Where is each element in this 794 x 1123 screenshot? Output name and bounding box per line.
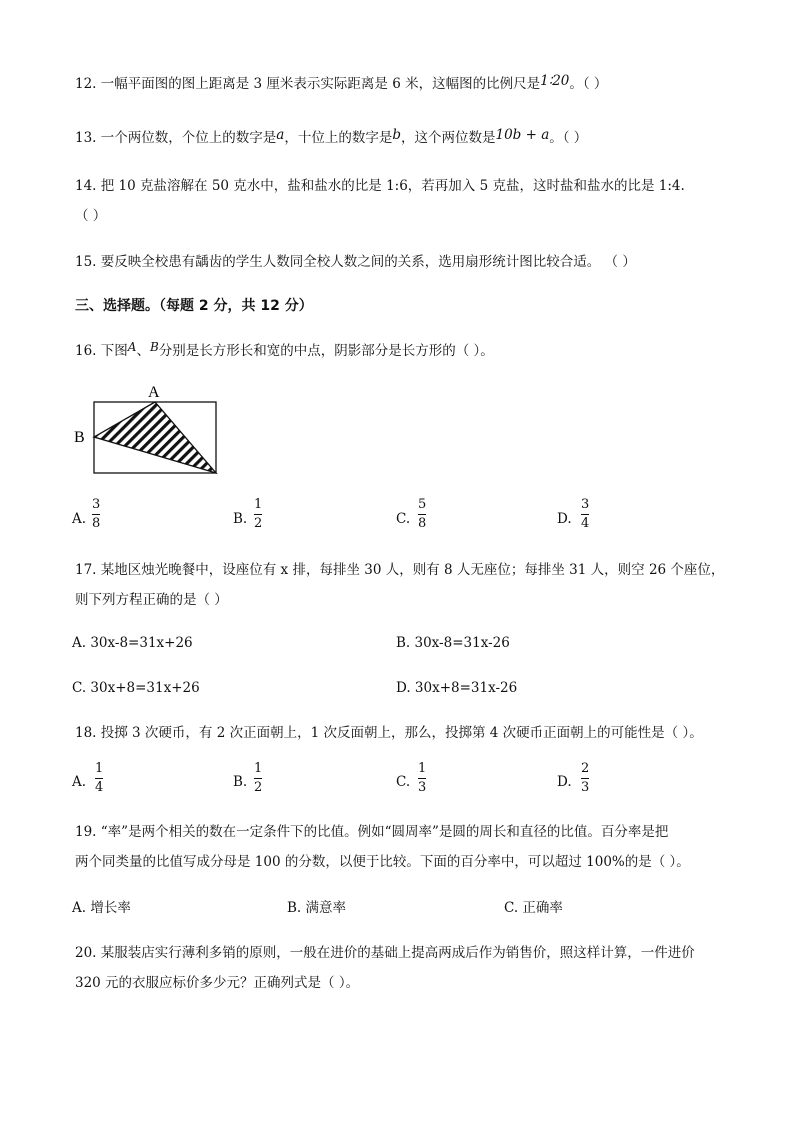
q13-answer-blank[interactable]: 。（ ） (549, 130, 588, 146)
q18-option-c[interactable]: C. (396, 774, 411, 790)
q13-part3: ，这个两位数是 (400, 130, 496, 146)
q16-point-a: A (127, 340, 137, 354)
question-19-line1: 19. “率”是两个相关的数在一定条件下的比值。例如“圆周率”是圆的周长和直径的比值。百分率是把 (75, 824, 669, 840)
q18-option-d-fraction: 2 3 (581, 761, 590, 795)
q17-option-c[interactable]: C. 30x+8=31x+26 (72, 680, 200, 696)
q13-part1: 13. 一个两位数，个位上的数字是 (75, 130, 277, 146)
q19-option-a[interactable]: A. 增长率 (72, 900, 131, 916)
q16-part3: 分别是长方形长和宽的中点，阴影部分是长方形的（ ）。 (158, 343, 494, 359)
q16-option-d[interactable]: D. (557, 511, 572, 527)
label-a: A (148, 384, 160, 401)
q19-option-b[interactable]: B. 满意率 (287, 900, 347, 916)
q13-var-b: b (392, 127, 401, 143)
q18-option-c-fraction: 1 3 (418, 761, 427, 795)
question-20-line2: 320 元的衣服应标价多少元？正确列式是（ ）。 (75, 975, 360, 991)
q13-part2: ，十位上的数字是 (284, 130, 393, 146)
q16-option-a[interactable]: A. (72, 511, 87, 527)
q16-option-d-fraction: 3 4 (581, 497, 590, 531)
question-19-line2: 两个同类量的比值写成分母是 100 的分数，以便于比较。下面的百分率中，可以超过 100%的是（ ）。 (75, 854, 690, 870)
question-18: 18. 投掷 3 次硬币，有 2 次正面朝上，1 次反面朝上，那么，投掷第 4 次硬币正面朝上的可能性是（ ）。 (75, 725, 703, 741)
q16-option-c-fraction: 5 8 (418, 497, 427, 531)
q16-option-b-fraction: 1 2 (254, 497, 263, 531)
question-16 (75, 341, 494, 361)
q14-answer-blank[interactable]: （ ） (75, 208, 107, 224)
question-14-line1: 14. 把 10 克盐溶解在 50 克水中，盐和盐水的比是 1:6，若再加入 5 克盐，这时盐和盐水的比是 1:4. (75, 178, 685, 194)
q17-option-a[interactable]: A. 30x-8=31x+26 (72, 635, 193, 651)
q12-text: 12. 一幅平面图的图上距离是 3 厘米表示实际距离是 6 米，这幅图的比例尺是 (75, 76, 541, 92)
q12-answer-blank[interactable]: 。（ ） (569, 76, 608, 92)
question-17-line1: 17. 某地区烛光晚餐中，设座位有 x 排，每排坐 30 人，则有 8 人无座位；每排坐 31 人，则空 26 个座位， (75, 562, 725, 578)
question-15: 15. 要反映全校患有龋齿的学生人数同全校人数之间的关系，选用扇形统计图比较合适。 （ ） (75, 254, 636, 270)
question-17-line2: 则下列方程正确的是（ ） (75, 592, 228, 608)
q13-expression: 10b + a (495, 127, 550, 143)
q18-option-a-fraction: 1 4 (95, 761, 104, 795)
q12-ratio: 1∶20 (540, 73, 570, 89)
q16-option-b[interactable]: B. (233, 511, 248, 527)
q16-part1: 16. 下图 (75, 343, 128, 359)
q18-option-b[interactable]: B. (233, 774, 248, 790)
q18-option-d[interactable]: D. (557, 774, 572, 790)
question-20-line1: 20. 某服装店实行薄利多销的原则，一般在进价的基础上提高两成后作为销售价，照这样计算，一件进价 (75, 945, 695, 961)
q19-option-c[interactable]: C. 正确率 (504, 900, 563, 916)
q13-var-a: a (276, 127, 285, 143)
q16-option-c[interactable]: C. (396, 511, 411, 527)
q16-option-a-fraction: 3 8 (92, 497, 101, 531)
q16-part2: 、 (136, 343, 150, 359)
q17-option-d[interactable]: D. 30x+8=31x-26 (396, 680, 518, 696)
section-3-title: 三、选择题。（每题 2 分，共 12 分） (75, 298, 313, 314)
question-13 (75, 128, 587, 148)
q17-option-b[interactable]: B. 30x-8=31x-26 (396, 635, 510, 651)
label-b: B (74, 429, 85, 446)
q18-option-b-fraction: 1 2 (254, 761, 263, 795)
q16-point-b: B (149, 340, 159, 354)
rectangle-figure (70, 380, 240, 480)
shaded-triangle (94, 402, 216, 473)
q18-option-a[interactable]: A. (72, 774, 87, 790)
question-12 (75, 74, 607, 94)
